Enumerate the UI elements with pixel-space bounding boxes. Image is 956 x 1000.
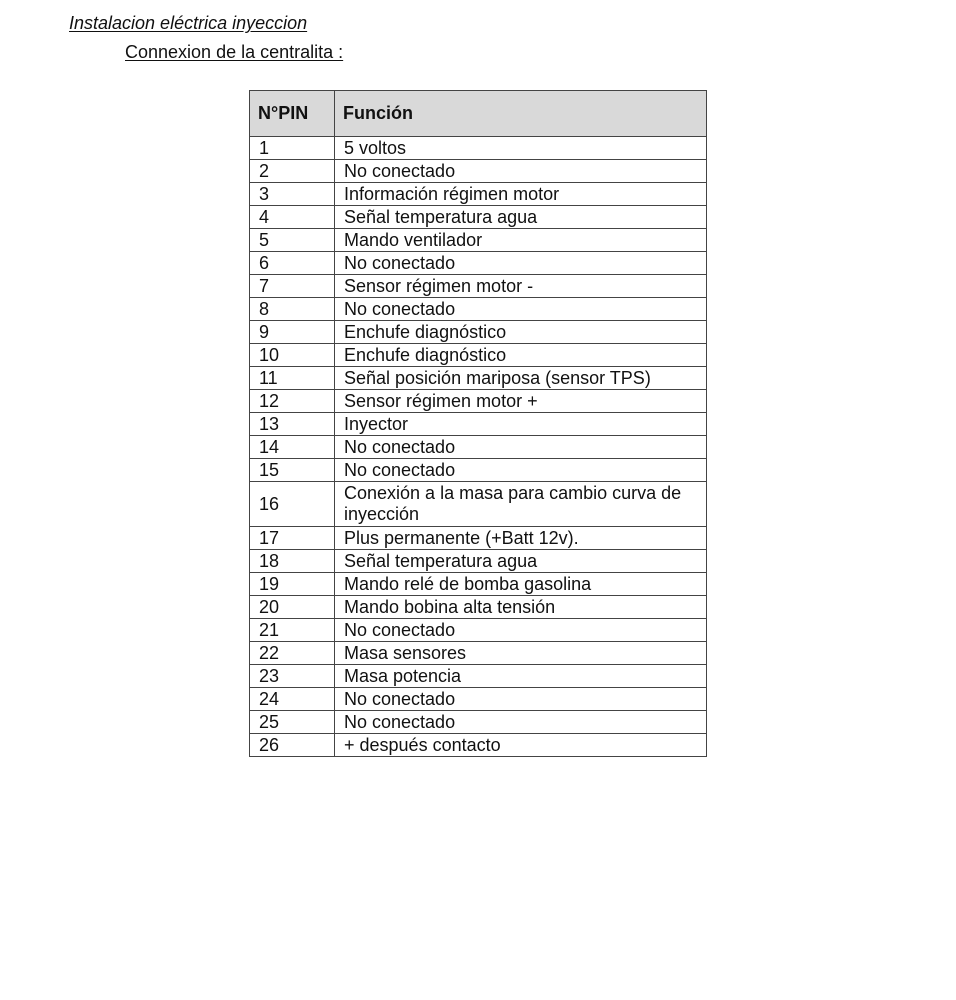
pin-number-cell: 23 — [250, 665, 335, 688]
pin-function-cell: No conectado — [335, 711, 707, 734]
table-row — [250, 137, 707, 160]
pin-function-cell: Conexión a la masa para cambio curva de inyección — [335, 482, 707, 527]
pin-function-cell: No conectado — [335, 160, 707, 183]
pin-number-cell: 18 — [250, 550, 335, 573]
table-row — [250, 390, 707, 413]
pin-number-cell: 7 — [250, 275, 335, 298]
table-row — [250, 734, 707, 757]
pin-number-cell: 8 — [250, 298, 335, 321]
pin-function-cell: Mando bobina alta tensión — [335, 596, 707, 619]
table-row — [250, 183, 707, 206]
pin-number-cell: 11 — [250, 367, 335, 390]
pin-number-cell: 19 — [250, 573, 335, 596]
pin-number-cell: 3 — [250, 183, 335, 206]
pin-number-cell: 22 — [250, 642, 335, 665]
table-row — [250, 482, 707, 527]
pin-function-cell: + después contacto — [335, 734, 707, 757]
pin-function-cell: Señal temperatura agua — [335, 550, 707, 573]
table-row — [250, 573, 707, 596]
table-row — [250, 527, 707, 550]
pin-number-cell: 10 — [250, 344, 335, 367]
table-row — [250, 206, 707, 229]
pin-number-cell: 21 — [250, 619, 335, 642]
pin-number-cell: 2 — [250, 160, 335, 183]
table-row — [250, 367, 707, 390]
table-row — [250, 436, 707, 459]
pin-number-cell: 4 — [250, 206, 335, 229]
pin-number-cell: 16 — [250, 482, 335, 527]
pin-function-cell: Enchufe diagnóstico — [335, 344, 707, 367]
table-row — [250, 229, 707, 252]
table-row — [250, 688, 707, 711]
pin-number-cell: 15 — [250, 459, 335, 482]
table-row — [250, 711, 707, 734]
pin-function-cell: No conectado — [335, 298, 707, 321]
pin-number-cell: 25 — [250, 711, 335, 734]
table-row — [250, 344, 707, 367]
header-pin: N°PIN — [250, 91, 335, 137]
pin-function-cell: Inyector — [335, 413, 707, 436]
pin-function-cell: Masa potencia — [335, 665, 707, 688]
header-function: Función — [335, 91, 707, 137]
pin-number-cell: 5 — [250, 229, 335, 252]
pin-function-cell: Plus permanente (+Batt 12v). — [335, 527, 707, 550]
pin-number-cell: 20 — [250, 596, 335, 619]
pin-function-cell: Información régimen motor — [335, 183, 707, 206]
pin-function-cell: Mando ventilador — [335, 229, 707, 252]
pin-function-cell: 5 voltos — [335, 137, 707, 160]
pin-function-cell: Masa sensores — [335, 642, 707, 665]
table-row — [250, 298, 707, 321]
document-title: Instalacion eléctrica inyeccion — [69, 13, 308, 33]
pin-number-cell: 24 — [250, 688, 335, 711]
pin-number-cell: 26 — [250, 734, 335, 757]
table-header-row — [250, 91, 707, 137]
pin-function-cell: Señal temperatura agua — [335, 206, 707, 229]
pin-function-cell: No conectado — [335, 688, 707, 711]
table-row — [250, 252, 707, 275]
pin-number-cell: 6 — [250, 252, 335, 275]
pin-number-cell: 9 — [250, 321, 335, 344]
pin-function-cell: No conectado — [335, 252, 707, 275]
pin-function-cell: Enchufe diagnóstico — [335, 321, 707, 344]
table-row — [250, 642, 707, 665]
table-row — [250, 665, 707, 688]
table-row — [250, 550, 707, 573]
pin-function-cell: No conectado — [335, 436, 707, 459]
pin-function-cell: No conectado — [335, 619, 707, 642]
pin-number-cell: 12 — [250, 390, 335, 413]
pin-function-cell: Sensor régimen motor + — [335, 390, 707, 413]
pin-function-cell: No conectado — [335, 459, 707, 482]
pin-function-cell: Sensor régimen motor - — [335, 275, 707, 298]
pin-number-cell: 13 — [250, 413, 335, 436]
table-row — [250, 321, 707, 344]
pin-number-cell: 17 — [250, 527, 335, 550]
table-row — [250, 459, 707, 482]
document-subtitle: Connexion de la centralita : — [125, 42, 344, 62]
table-row — [250, 413, 707, 436]
table-header — [250, 91, 707, 137]
table-row — [250, 596, 707, 619]
table-row — [250, 619, 707, 642]
table-row — [250, 275, 707, 298]
table-body — [250, 137, 707, 757]
pin-function-cell: Mando relé de bomba gasolina — [335, 573, 707, 596]
pin-number-cell: 1 — [250, 137, 335, 160]
table-row — [250, 160, 707, 183]
pin-number-cell: 14 — [250, 436, 335, 459]
pin-function-cell: Señal posición mariposa (sensor TPS) — [335, 367, 707, 390]
pin-function-table — [249, 90, 707, 757]
